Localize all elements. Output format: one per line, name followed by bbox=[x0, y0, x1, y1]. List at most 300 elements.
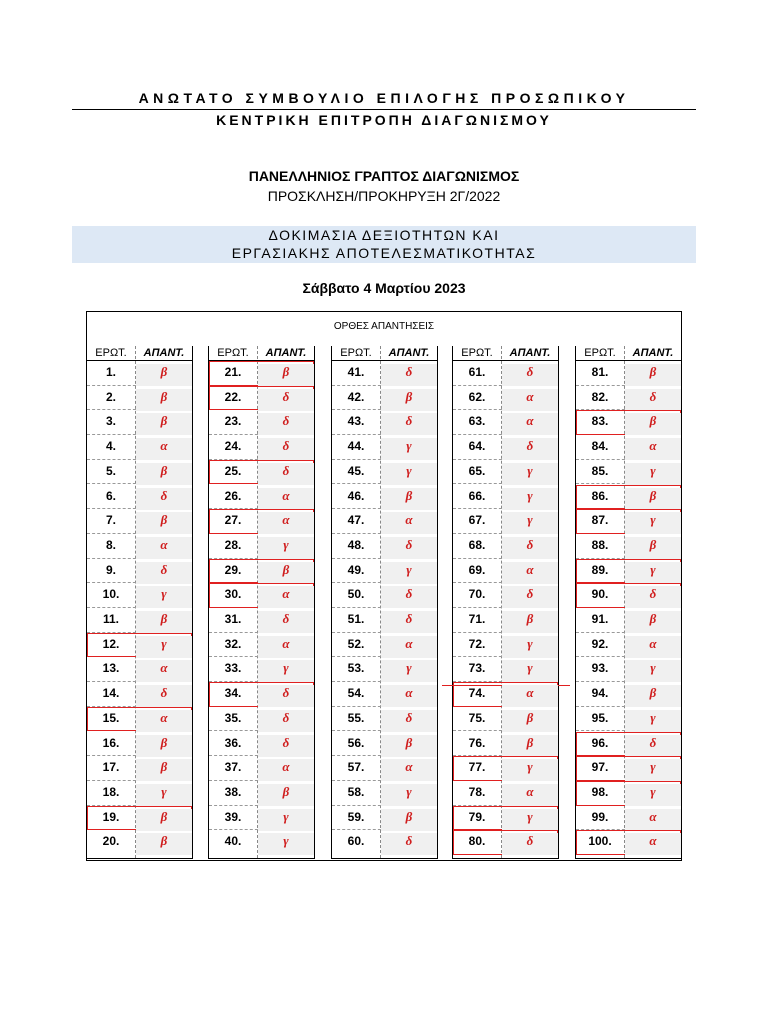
column-bottom-border bbox=[575, 858, 682, 859]
answer-letter: δ bbox=[502, 364, 558, 386]
table-row bbox=[453, 608, 558, 633]
question-number: 85. bbox=[591, 463, 609, 478]
table-row bbox=[576, 633, 681, 658]
table-row bbox=[209, 361, 314, 386]
question-number: 14. bbox=[102, 686, 120, 701]
organization-title: ΑΝΩΤΑΤΟ ΣΥΜΒΟΥΛΙΟ ΕΠΙΛΟΓΗΣ ΠΡΟΣΩΠΙΚΟΥ bbox=[138, 90, 630, 106]
table-row bbox=[87, 830, 192, 855]
answer-letter: α bbox=[258, 759, 314, 781]
question-number: 81. bbox=[591, 365, 609, 379]
question-number: 65. bbox=[468, 463, 486, 478]
question-number: 20. bbox=[102, 834, 120, 849]
table-row bbox=[87, 485, 192, 510]
question-number: 93. bbox=[591, 661, 609, 676]
answer-letter: δ bbox=[502, 586, 558, 608]
table-row bbox=[453, 509, 558, 534]
table-row bbox=[453, 583, 558, 608]
question-number: 28. bbox=[224, 537, 242, 552]
question-number: 98. bbox=[591, 784, 609, 799]
table-row bbox=[453, 410, 558, 435]
table-row bbox=[209, 509, 314, 534]
answer-letter: α bbox=[502, 562, 558, 584]
answer-letter: δ bbox=[502, 833, 558, 855]
answer-letter: δ bbox=[502, 537, 558, 559]
table-row bbox=[209, 485, 314, 510]
answer-letter: γ bbox=[625, 784, 681, 806]
question-number: 89. bbox=[591, 562, 609, 577]
question-number: 3. bbox=[105, 414, 116, 429]
table-row bbox=[453, 830, 558, 855]
answer-letter: γ bbox=[258, 833, 314, 855]
question-number: 75. bbox=[468, 710, 486, 725]
question-number: 19. bbox=[102, 809, 120, 824]
table-row bbox=[453, 460, 558, 485]
table-row bbox=[332, 707, 437, 732]
answer-letter: β bbox=[136, 413, 192, 435]
answer-letter: β bbox=[502, 735, 558, 757]
answer-column bbox=[575, 346, 682, 858]
question-number: 31. bbox=[224, 612, 242, 626]
answer-letter: δ bbox=[381, 364, 437, 386]
table-row bbox=[332, 830, 437, 855]
answer-letter: γ bbox=[625, 512, 681, 534]
question-number: 88. bbox=[591, 537, 609, 552]
table-row bbox=[453, 534, 558, 559]
header-rule bbox=[72, 109, 696, 110]
question-number: 40. bbox=[224, 834, 242, 849]
question-number: 100. bbox=[588, 834, 612, 849]
question-number: 2. bbox=[105, 389, 116, 404]
answer-letter: α bbox=[381, 759, 437, 781]
table-row bbox=[576, 608, 681, 633]
question-number: 50. bbox=[347, 587, 365, 602]
table-row bbox=[332, 682, 437, 707]
table-row bbox=[576, 460, 681, 485]
table-row bbox=[576, 583, 681, 608]
question-number: 95. bbox=[591, 710, 609, 725]
table-row bbox=[209, 435, 314, 460]
table-row bbox=[87, 509, 192, 534]
announcement-code: ΠΡΟΣΚΛΗΣΗ/ΠΡΟΚΗΡΥΞΗ 2Γ/2022 bbox=[267, 188, 501, 204]
answer-letter: α bbox=[381, 512, 437, 534]
table-row bbox=[87, 534, 192, 559]
answer-letter: γ bbox=[381, 562, 437, 584]
answer-column bbox=[452, 346, 559, 858]
table-row bbox=[332, 559, 437, 584]
question-number: 99. bbox=[591, 809, 609, 824]
table-row bbox=[453, 633, 558, 658]
answer-letter: α bbox=[502, 413, 558, 435]
question-number: 53. bbox=[347, 661, 365, 676]
table-row bbox=[209, 682, 314, 707]
answer-letter: α bbox=[136, 710, 192, 732]
answer-letter: α bbox=[381, 636, 437, 658]
column-header bbox=[87, 346, 192, 361]
question-number: 16. bbox=[102, 735, 120, 750]
answer-letter: γ bbox=[258, 660, 314, 682]
question-number: 56. bbox=[347, 735, 365, 750]
table-row bbox=[576, 806, 681, 831]
table-row bbox=[453, 361, 558, 386]
table-row bbox=[576, 386, 681, 411]
answer-letter: γ bbox=[136, 586, 192, 608]
answer-letter: γ bbox=[502, 463, 558, 485]
committee-title: ΚΕΝΤΡΙΚΗ ΕΠΙΤΡΟΠΗ ΔΙΑΓΩΝΙΣΜΟΥ bbox=[216, 112, 552, 128]
header-question: ΕΡΩΤ. bbox=[95, 347, 127, 359]
column-header bbox=[332, 346, 437, 361]
answer-letter: γ bbox=[136, 636, 192, 658]
question-number: 17. bbox=[102, 760, 120, 775]
table-row bbox=[209, 830, 314, 855]
answer-letter: α bbox=[502, 784, 558, 806]
question-number: 4. bbox=[105, 439, 116, 454]
question-number: 87. bbox=[591, 513, 609, 528]
answer-letter: α bbox=[136, 537, 192, 559]
question-number: 51. bbox=[347, 612, 365, 626]
question-number: 54. bbox=[347, 686, 365, 701]
table-row bbox=[87, 657, 192, 682]
answer-letter: γ bbox=[502, 488, 558, 510]
answer-letter: β bbox=[136, 463, 192, 485]
answer-letter: β bbox=[625, 685, 681, 707]
table-row bbox=[332, 435, 437, 460]
answer-letter: δ bbox=[381, 413, 437, 435]
table-row bbox=[209, 633, 314, 658]
question-number: 57. bbox=[347, 760, 365, 775]
table-row bbox=[453, 386, 558, 411]
table-row bbox=[87, 682, 192, 707]
question-number: 39. bbox=[224, 809, 242, 824]
table-row bbox=[87, 781, 192, 806]
table-row bbox=[453, 682, 558, 707]
exam-title: ΠΑΝΕΛΛΗΝΙΟΣ ΓΡΑΠΤΟΣ ΔΙΑΓΩΝΙΣΜΟΣ bbox=[248, 168, 520, 184]
table-row bbox=[87, 633, 192, 658]
table-row bbox=[209, 707, 314, 732]
question-number: 72. bbox=[468, 636, 486, 651]
table-row bbox=[576, 682, 681, 707]
answer-letter: δ bbox=[258, 735, 314, 757]
answer-letter: δ bbox=[258, 611, 314, 633]
answers-table-title: ΟΡΘΕΣ ΑΠΑΝΤΗΣΕΙΣ bbox=[333, 321, 435, 332]
answer-column bbox=[208, 346, 315, 858]
answer-letter: γ bbox=[625, 710, 681, 732]
column-bottom-border bbox=[208, 858, 315, 859]
question-number: 64. bbox=[468, 439, 486, 454]
question-number: 22. bbox=[224, 389, 242, 404]
question-number: 24. bbox=[224, 439, 242, 454]
question-number: 47. bbox=[347, 513, 365, 528]
question-number: 76. bbox=[468, 735, 486, 750]
answer-letter: δ bbox=[258, 710, 314, 732]
answer-letter: γ bbox=[502, 636, 558, 658]
answer-letter: β bbox=[136, 611, 192, 633]
table-row bbox=[332, 806, 437, 831]
table-row bbox=[87, 583, 192, 608]
answer-letter: γ bbox=[625, 463, 681, 485]
test-name-band bbox=[72, 226, 696, 263]
test-name-line2: ΕΡΓΑΣΙΑΚΗΣ ΑΠΟΤΕΛΕΣΜΑΤΙΚΟΤΗΤΑΣ bbox=[231, 245, 537, 261]
answer-letter: α bbox=[136, 438, 192, 460]
table-row bbox=[332, 633, 437, 658]
question-number: 62. bbox=[468, 389, 486, 404]
table-row bbox=[332, 781, 437, 806]
answer-letter: α bbox=[502, 389, 558, 411]
answer-letter: γ bbox=[502, 759, 558, 781]
question-number: 83. bbox=[591, 414, 609, 429]
table-row bbox=[453, 657, 558, 682]
table-row bbox=[209, 460, 314, 485]
header-question: ΕΡΩΤ. bbox=[461, 347, 493, 359]
question-number: 70. bbox=[468, 587, 486, 602]
answer-letter: δ bbox=[258, 413, 314, 435]
header-answer: ΑΠΑΝΤ. bbox=[265, 347, 307, 359]
table-row bbox=[332, 608, 437, 633]
answer-letter: γ bbox=[502, 512, 558, 534]
question-number: 1. bbox=[105, 365, 116, 379]
question-number: 77. bbox=[468, 760, 486, 775]
table-row bbox=[453, 732, 558, 757]
exam-date: Σάββατο 4 Μαρτίου 2023 bbox=[302, 280, 466, 296]
question-number: 27. bbox=[224, 513, 242, 528]
answer-letter: γ bbox=[502, 660, 558, 682]
table-row bbox=[209, 608, 314, 633]
table-row bbox=[87, 559, 192, 584]
question-number: 73. bbox=[468, 661, 486, 676]
table-row bbox=[453, 781, 558, 806]
answer-letter: δ bbox=[381, 710, 437, 732]
answer-letter: γ bbox=[381, 660, 437, 682]
table-row bbox=[453, 559, 558, 584]
question-number: 78. bbox=[468, 784, 486, 799]
column-bottom-border bbox=[331, 858, 438, 859]
question-number: 6. bbox=[105, 488, 116, 503]
table-row bbox=[209, 657, 314, 682]
answer-letter: β bbox=[258, 364, 314, 386]
question-number: 91. bbox=[591, 612, 609, 626]
table-row bbox=[87, 608, 192, 633]
table-row bbox=[87, 756, 192, 781]
answer-letter: δ bbox=[381, 586, 437, 608]
answer-letter: α bbox=[381, 685, 437, 707]
question-number: 10. bbox=[102, 587, 120, 602]
question-number: 79. bbox=[468, 809, 486, 824]
table-row bbox=[332, 657, 437, 682]
question-number: 90. bbox=[591, 587, 609, 602]
question-number: 80. bbox=[468, 834, 486, 849]
answer-letter: α bbox=[136, 660, 192, 682]
table-row bbox=[87, 386, 192, 411]
answer-letter: β bbox=[502, 710, 558, 732]
header-answer: ΑΠΑΝΤ. bbox=[143, 347, 185, 359]
answer-letter: β bbox=[381, 488, 437, 510]
column-bottom-border bbox=[452, 858, 559, 859]
answer-letter: α bbox=[625, 809, 681, 831]
header-answer: ΑΠΑΝΤ. bbox=[632, 347, 674, 359]
question-number: 46. bbox=[347, 488, 365, 503]
test-name-line1: ΔΟΚΙΜΑΣΙΑ ΔΕΞΙΟΤΗΤΩΝ ΚΑΙ bbox=[268, 227, 500, 243]
question-number: 36. bbox=[224, 735, 242, 750]
answer-letter: γ bbox=[625, 759, 681, 781]
answer-letter: α bbox=[258, 586, 314, 608]
answer-letter: δ bbox=[258, 463, 314, 485]
answer-letter: γ bbox=[258, 537, 314, 559]
answer-letter: δ bbox=[258, 685, 314, 707]
answer-letter: δ bbox=[136, 685, 192, 707]
table-row bbox=[576, 657, 681, 682]
question-number: 61. bbox=[468, 365, 486, 379]
table-row bbox=[87, 460, 192, 485]
question-number: 44. bbox=[347, 439, 365, 454]
answer-letter: β bbox=[258, 562, 314, 584]
table-row bbox=[87, 435, 192, 460]
table-row bbox=[576, 410, 681, 435]
question-number: 82. bbox=[591, 389, 609, 404]
answer-letter: β bbox=[136, 759, 192, 781]
answer-letter: β bbox=[625, 364, 681, 386]
answer-letter: γ bbox=[381, 463, 437, 485]
table-row bbox=[332, 410, 437, 435]
question-number: 45. bbox=[347, 463, 365, 478]
question-number: 7. bbox=[105, 513, 116, 528]
answer-letter: β bbox=[381, 809, 437, 831]
question-number: 34. bbox=[224, 686, 242, 701]
answer-letter: γ bbox=[136, 784, 192, 806]
answer-letter: α bbox=[258, 488, 314, 510]
column-header bbox=[576, 346, 681, 361]
answer-letter: δ bbox=[625, 389, 681, 411]
question-number: 30. bbox=[224, 587, 242, 602]
answer-letter: δ bbox=[136, 562, 192, 584]
question-number: 29. bbox=[224, 562, 242, 577]
question-number: 71. bbox=[468, 612, 486, 626]
column-bottom-border bbox=[86, 858, 193, 859]
answer-letter: δ bbox=[258, 438, 314, 460]
question-number: 67. bbox=[468, 513, 486, 528]
answer-letter: β bbox=[136, 833, 192, 855]
question-number: 5. bbox=[105, 463, 116, 478]
table-row bbox=[209, 806, 314, 831]
table-row bbox=[453, 485, 558, 510]
question-number: 58. bbox=[347, 784, 365, 799]
answer-letter: β bbox=[502, 611, 558, 633]
question-number: 33. bbox=[224, 661, 242, 676]
answer-letter: δ bbox=[381, 537, 437, 559]
answer-letter: β bbox=[625, 537, 681, 559]
question-number: 23. bbox=[224, 414, 242, 429]
table-row bbox=[576, 830, 681, 855]
answer-letter: β bbox=[625, 488, 681, 510]
table-row bbox=[576, 781, 681, 806]
question-number: 60. bbox=[347, 834, 365, 849]
answer-letter: γ bbox=[381, 438, 437, 460]
answer-letter: α bbox=[625, 438, 681, 460]
header-answer: ΑΠΑΝΤ. bbox=[509, 347, 551, 359]
table-row bbox=[332, 460, 437, 485]
table-row bbox=[332, 485, 437, 510]
table-row bbox=[209, 410, 314, 435]
question-number: 74. bbox=[468, 686, 486, 701]
answer-letter: β bbox=[136, 735, 192, 757]
answer-letter: γ bbox=[625, 660, 681, 682]
table-row bbox=[209, 756, 314, 781]
answer-letter: α bbox=[502, 685, 558, 707]
table-row bbox=[87, 361, 192, 386]
question-number: 59. bbox=[347, 809, 365, 824]
answer-letter: δ bbox=[625, 735, 681, 757]
table-row bbox=[576, 732, 681, 757]
answer-letter: β bbox=[625, 611, 681, 633]
table-row bbox=[332, 386, 437, 411]
question-number: 35. bbox=[224, 710, 242, 725]
table-row bbox=[332, 583, 437, 608]
question-number: 18. bbox=[102, 784, 120, 799]
table-row bbox=[576, 559, 681, 584]
answer-letter: β bbox=[136, 389, 192, 411]
table-row bbox=[576, 756, 681, 781]
table-row bbox=[576, 707, 681, 732]
table-row bbox=[209, 559, 314, 584]
column-header bbox=[209, 346, 314, 361]
question-number: 49. bbox=[347, 562, 365, 577]
table-row bbox=[332, 756, 437, 781]
answer-letter: δ bbox=[258, 389, 314, 411]
table-row bbox=[87, 410, 192, 435]
answer-letter: β bbox=[258, 784, 314, 806]
answer-letter: γ bbox=[258, 809, 314, 831]
table-row bbox=[209, 781, 314, 806]
answer-letter: δ bbox=[502, 438, 558, 460]
header-answer: ΑΠΑΝΤ. bbox=[388, 347, 430, 359]
table-row bbox=[332, 534, 437, 559]
question-number: 66. bbox=[468, 488, 486, 503]
question-number: 38. bbox=[224, 784, 242, 799]
table-row bbox=[87, 707, 192, 732]
question-number: 13. bbox=[102, 661, 120, 676]
question-number: 8. bbox=[105, 537, 116, 552]
header-question: ΕΡΩΤ. bbox=[217, 347, 249, 359]
table-row bbox=[209, 386, 314, 411]
answer-letter: δ bbox=[625, 586, 681, 608]
question-number: 21. bbox=[224, 365, 242, 379]
table-row bbox=[453, 756, 558, 781]
answer-letter: δ bbox=[136, 488, 192, 510]
question-number: 11. bbox=[102, 612, 120, 626]
question-number: 9. bbox=[105, 562, 116, 577]
table-row bbox=[87, 806, 192, 831]
answer-column bbox=[86, 346, 193, 858]
question-number: 97. bbox=[591, 760, 609, 775]
question-number: 94. bbox=[591, 686, 609, 701]
answer-letter: δ bbox=[381, 833, 437, 855]
question-number: 42. bbox=[347, 389, 365, 404]
question-number: 43. bbox=[347, 414, 365, 429]
question-number: 26. bbox=[224, 488, 242, 503]
answer-letter: β bbox=[625, 413, 681, 435]
question-number: 84. bbox=[591, 439, 609, 454]
question-number: 96. bbox=[591, 735, 609, 750]
answer-column bbox=[331, 346, 438, 858]
table-row bbox=[576, 361, 681, 386]
question-number: 32. bbox=[224, 636, 242, 651]
column-header bbox=[453, 346, 558, 361]
table-row bbox=[576, 435, 681, 460]
answer-letter: δ bbox=[381, 611, 437, 633]
answer-letter: γ bbox=[381, 784, 437, 806]
table-row bbox=[87, 732, 192, 757]
question-number: 55. bbox=[347, 710, 365, 725]
answer-letter: α bbox=[625, 636, 681, 658]
table-row bbox=[576, 485, 681, 510]
